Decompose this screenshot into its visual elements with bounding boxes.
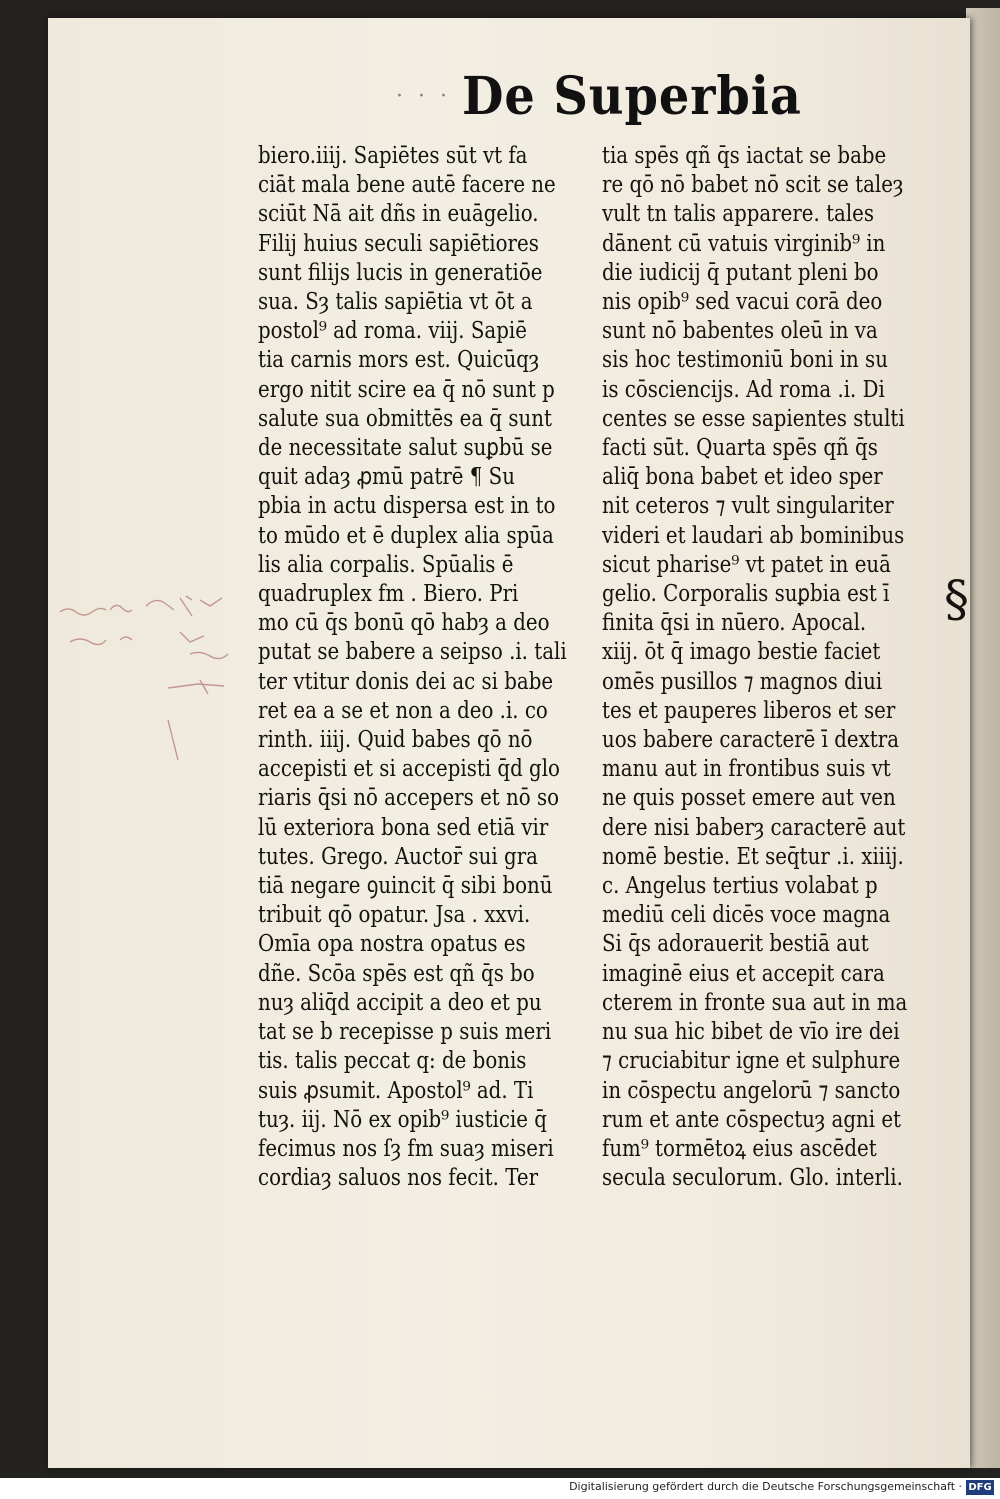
text-line: sicut pharise⁹ vt patet in euā: [602, 551, 891, 578]
text-line: vult t̄n talis apparere. tales: [602, 201, 875, 228]
text-line: nu sua hic bibet de vīo ire dei: [602, 1019, 900, 1046]
text-line: imaginē eius et accepit cara: [602, 960, 885, 987]
right-margin-mark: §: [944, 570, 969, 628]
text-line: tes et pauperes liberos et ser: [602, 697, 896, 724]
text-line: die iudicij q̄ putant̄ pleni bo: [602, 259, 879, 286]
text-line: riaris q̄si nō accepers et nō so: [258, 785, 560, 812]
text-line: Si q̄s adorauerit bestiā aut: [602, 931, 869, 958]
text-line: dñe. Scōa spēs est qñ q̄s bo: [258, 960, 535, 987]
text-line: ⁊ cruciabitur igne et sulphure: [602, 1048, 901, 1075]
text-line: tat se b̄ recepisse p suis meri: [258, 1019, 552, 1046]
text-line: biero.iiij. Sapiētes sūt vt fa: [258, 143, 528, 169]
text-line: tribuit qō opatur. Jsa . xxvi.: [258, 902, 531, 929]
text-line: tis. talis peccat q: de bonis: [258, 1048, 527, 1075]
text-line: fecimus nos ſȝ fm suaȝ miseri: [258, 1135, 554, 1162]
right-text-column: [602, 142, 942, 1193]
text-line: ergo nitit̄ scire ea q̄ nō sunt p: [258, 376, 555, 403]
text-line: cterem in fronte sua aut in ma: [602, 989, 908, 1016]
text-line: videri et laudari ab bominibus: [602, 522, 905, 549]
running-head: De Superbia: [462, 66, 802, 127]
text-line: gelio. Corporalis suꝑbia est ī: [602, 581, 890, 608]
text-line: xiij. ōt q̄ imago bestie faciet: [602, 639, 881, 666]
text-line: sunt filijs lucis in generatiōe: [258, 259, 543, 286]
text-line: suis ꝓsumit. Apostol⁹ ad. Ti: [258, 1077, 534, 1104]
text-line: omēs pusillos ⁊ magnos diui: [602, 668, 883, 695]
text-line: putat se babere a seipso .i. tali: [258, 639, 567, 666]
text-line: rum et ante cōspectuȝ agni et: [602, 1106, 901, 1133]
text-line: mo cū q̄s bonū qō habȝ a deo: [258, 610, 550, 637]
text-line: ter vtitur donis dei ac si babe: [258, 668, 554, 695]
text-line: rinth. iiij. Quid babes qō nō: [258, 727, 533, 754]
text-line: lis alia corpalis. Spūalis ē: [258, 551, 514, 578]
text-line: uos babere caracterē ī dextra: [602, 727, 899, 754]
text-line: tuȝ. iij. Nō ex opib⁹ iusticie q̄: [258, 1106, 547, 1133]
head-ornament: · · ·: [396, 84, 451, 109]
text-line: secula seculorum. Glo. interli.: [602, 1165, 903, 1192]
text-line: pbia in actu dispersa est in to: [258, 493, 556, 520]
text-line: tiā negare ꝯuincit̄ q̄ sibi bonū: [258, 873, 553, 900]
text-line: dānent̄ cū vatuis virginib⁹ in: [602, 230, 886, 257]
text-line: nis opib⁹ sed vacui corā deo: [602, 289, 883, 316]
text-line: facti sūt. Quarta spēs qñ q̄s: [602, 435, 878, 462]
text-line: tia carnis mors est. Quicūqȝ: [258, 347, 540, 374]
text-line: nomē bestie. Et seq̄tur .i. xiiij.: [602, 843, 904, 870]
text-line: Omīa opa nostra opatus es: [258, 931, 526, 958]
text-line: re qō nō babet nō scit se taleȝ: [602, 172, 904, 199]
text-line: Filij huius seculi sapiētiores: [258, 230, 539, 257]
marginal-annotations: [50, 570, 310, 770]
text-line: sciūt Nā ait dñs in euāgelio.: [258, 201, 539, 228]
text-line: de necessitate salut̄ suꝑbū se: [258, 435, 553, 462]
text-line: cordiaȝ saluos nos fecit. Ter: [258, 1165, 539, 1192]
text-line: lū exteriora bona sed etiā vir: [258, 814, 549, 841]
text-line: nuȝ aliq̄d accipit a deo et pu: [258, 989, 542, 1016]
text-line: manu aut in frontibus suis vt: [602, 756, 891, 783]
text-line: in cōspectu angelorū ⁊ sancto: [602, 1077, 901, 1104]
text-line: postol⁹ ad roma. viij. Sapiē: [258, 318, 527, 345]
text-line: tia spēs qñ q̄s iactat se babe: [602, 143, 887, 169]
text-line: accepisti et si accepisti q̄d glo: [258, 756, 560, 783]
text-line: dere nisi baberȝ caracterē aut: [602, 814, 906, 841]
text-line: aliq̄ bona babet et ideo sper: [602, 464, 883, 491]
text-line: sua. Sȝ talis sapiētia vt ōt a: [258, 289, 533, 316]
text-line: fum⁹ tormētoꝝ eius ascēdet: [602, 1135, 877, 1162]
text-line: ret ea a se et non a deo .i. co: [258, 697, 548, 724]
text-line: centes se esse sapientes stulti: [602, 405, 905, 432]
text-line: finita q̄si in nūero. Apocal.: [602, 610, 867, 637]
text-line: ne quis posset emere aut ven: [602, 785, 896, 812]
text-line: c. Angelus tertius volabat p: [602, 873, 878, 900]
text-line: to mūdo et ē duplex alia spūa: [258, 522, 554, 549]
adjacent-page-edge: [966, 8, 1000, 1468]
text-line: quit̄ adaȝ ꝓmū patrē ¶ Su: [258, 464, 515, 491]
text-line: ciāt mala bene autē facere ne: [258, 172, 556, 199]
text-line: mediū celi dicēs voce magna: [602, 902, 891, 929]
text-line: nit ceteros ⁊ vult singulariter: [602, 493, 894, 520]
text-line: sis hoc testimoniū boni in su: [602, 347, 888, 374]
text-line: salute sua obmittēs ea q̄ sunt: [258, 405, 552, 432]
text-line: sunt nō babentes oleū in va: [602, 318, 878, 345]
dfg-logo: DFG: [966, 1480, 994, 1495]
text-line: quadruplex fm . Biero. Pri: [258, 581, 519, 608]
text-line: tutes. Grego. Auctor̄ sui gra: [258, 843, 538, 870]
footer-credit: Digitalisierung gefördert durch die Deutsche Forschungsgemeinschaft ·: [569, 1480, 962, 1493]
text-line: is cōsciencijs. Ad roma .i. Di: [602, 376, 885, 403]
